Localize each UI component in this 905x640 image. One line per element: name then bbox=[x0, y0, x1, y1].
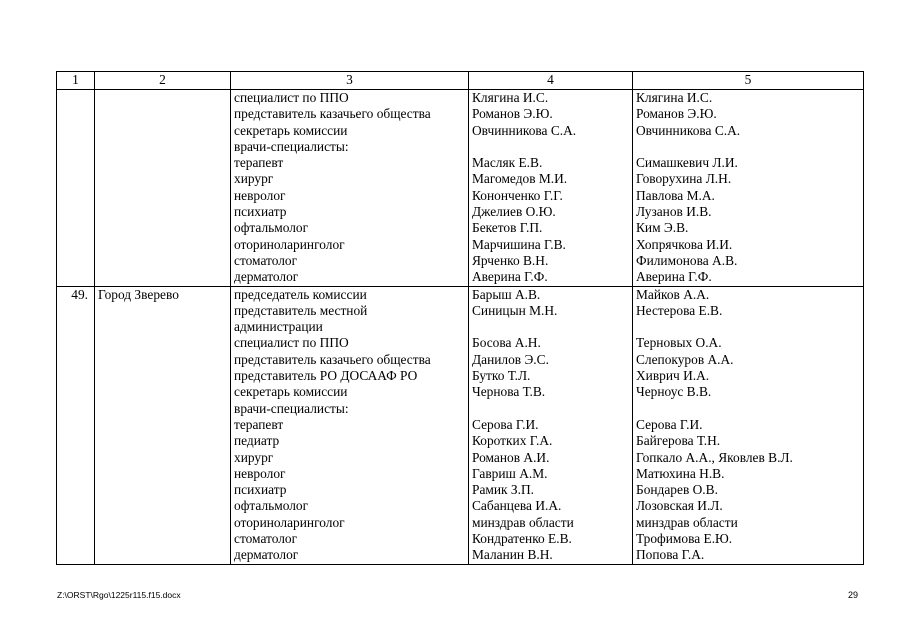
cell-line: Бекетов Г.П. bbox=[472, 220, 543, 236]
cell-line: Серова Г.И. bbox=[472, 416, 539, 432]
cell-line: минздрав области bbox=[636, 514, 738, 530]
cell-line: Коротких Г.А. bbox=[472, 433, 553, 449]
cell-line: Лузанов И.В. bbox=[636, 204, 712, 220]
cell-line: стоматолог bbox=[234, 531, 298, 547]
cell-line: Нестерова Е.В. bbox=[636, 302, 723, 318]
column-header: 1 bbox=[57, 72, 95, 90]
cell-line: представитель казачьего общества bbox=[234, 351, 431, 367]
table-row bbox=[57, 90, 864, 287]
cell-line: секретарь комиссии bbox=[234, 384, 348, 400]
cell-line: Сабанцева И.А. bbox=[472, 498, 562, 514]
cell-line: Терновых О.А. bbox=[636, 335, 722, 351]
cell-line bbox=[636, 319, 860, 335]
cell-line: минздрав области bbox=[472, 514, 574, 530]
cell-line: Кононченко Г.Г. bbox=[472, 187, 563, 203]
cell-line: Павлова М.А. bbox=[636, 187, 715, 203]
cell-line: Бондарев О.В. bbox=[636, 482, 718, 498]
cell-line: психиатр bbox=[234, 482, 287, 498]
cell-line: Слепокуров А.А. bbox=[636, 351, 734, 367]
cell-line: Клягина И.С. bbox=[636, 90, 713, 105]
page-number: 29 bbox=[848, 590, 859, 600]
main-members-cell bbox=[469, 286, 633, 564]
cell-line: Говорухина Л.Н. bbox=[636, 171, 732, 187]
column-header: 2 bbox=[95, 72, 231, 90]
cell-line: Джелиев О.Ю. bbox=[472, 204, 556, 220]
reserve-members-cell bbox=[633, 286, 864, 564]
cell-line: специалист по ППО bbox=[234, 90, 349, 105]
cell-line: Филимонова А.В. bbox=[636, 252, 738, 268]
row-number: 49. bbox=[57, 286, 95, 564]
cell-line: Масляк Е.В. bbox=[472, 155, 543, 171]
cell-line: Чернова Т.В. bbox=[472, 384, 546, 400]
commission-table bbox=[56, 71, 864, 565]
cell-line: Гопкало А.А., Яковлев В.Л. bbox=[636, 449, 793, 465]
cell-line: Кондратенко Е.В. bbox=[472, 531, 572, 547]
cell-line: представитель казачьего общества bbox=[234, 106, 431, 122]
cell-line: офтальмолог bbox=[234, 498, 309, 514]
cell-line: врачи-специалисты: bbox=[234, 138, 349, 154]
cell-line: Рамик З.П. bbox=[472, 482, 534, 498]
cell-line bbox=[636, 401, 860, 417]
cell-line: педиатр bbox=[234, 433, 280, 449]
cell-line: Бутко Т.Л. bbox=[472, 368, 531, 384]
cell-line bbox=[472, 401, 629, 417]
reserve-members-cell bbox=[633, 90, 864, 287]
cell-line: Романов Э.Ю. bbox=[472, 106, 553, 122]
cell-line: Трофимова Е.Ю. bbox=[636, 531, 733, 547]
cell-line: дерматолог bbox=[234, 269, 299, 285]
cell-line: хирург bbox=[234, 449, 274, 465]
cell-line: Матюхина Н.В. bbox=[636, 465, 725, 481]
cell-line bbox=[472, 139, 629, 155]
cell-line: Хопрячкова И.И. bbox=[636, 236, 733, 252]
cell-line: Серова Г.И. bbox=[636, 416, 703, 432]
cell-line: Марчишина Г.В. bbox=[472, 236, 566, 252]
footer-file-path: Z:\ORST\Rgo\1225r115.f15.docx bbox=[57, 590, 181, 600]
cell-line: Босова А.Н. bbox=[472, 335, 541, 351]
municipality-name bbox=[95, 90, 231, 287]
cell-line: хирург bbox=[234, 171, 274, 187]
cell-line: Романов А.И. bbox=[472, 449, 550, 465]
cell-line: Ярченко В.Н. bbox=[472, 252, 549, 268]
column-header: 4 bbox=[469, 72, 633, 90]
cell-line: председатель комиссии bbox=[234, 286, 367, 302]
cell-line: Овчинникова С.А. bbox=[636, 122, 741, 138]
table-header-row bbox=[57, 72, 864, 90]
main-members-cell bbox=[469, 90, 633, 287]
cell-line: Синицын М.Н. bbox=[472, 302, 558, 318]
cell-line: Лозовская И.Л. bbox=[636, 498, 723, 514]
cell-line: стоматолог bbox=[234, 252, 298, 268]
cell-line: офтальмолог bbox=[234, 220, 309, 236]
cell-line: специалист по ППО bbox=[234, 335, 349, 351]
cell-line: врачи-специалисты: bbox=[234, 400, 349, 416]
cell-line: представитель местной bbox=[234, 302, 368, 318]
cell-line bbox=[636, 139, 860, 155]
cell-line: администрации bbox=[234, 319, 323, 335]
cell-line: Симашкевич Л.И. bbox=[636, 155, 738, 171]
cell-line: Попова Г.А. bbox=[636, 547, 705, 563]
cell-line: Клягина И.С. bbox=[472, 90, 549, 105]
cell-line: Ким Э.В. bbox=[636, 220, 689, 236]
cell-line: Гавриш А.М. bbox=[472, 465, 548, 481]
cell-line: Хиврич И.А. bbox=[636, 368, 710, 384]
row-number bbox=[57, 90, 95, 287]
cell-line: невролог bbox=[234, 465, 286, 481]
cell-line: Байгерова Т.Н. bbox=[636, 433, 721, 449]
cell-line: Черноус В.В. bbox=[636, 384, 712, 400]
cell-line: терапевт bbox=[234, 416, 284, 432]
cell-line: Маланин В.Н. bbox=[472, 547, 553, 563]
cell-line: оториноларинголог bbox=[234, 236, 345, 252]
cell-line: секретарь комиссии bbox=[234, 122, 348, 138]
cell-line: невролог bbox=[234, 187, 286, 203]
cell-line: Майков А.А. bbox=[636, 286, 710, 302]
cell-line: Аверина Г.Ф. bbox=[472, 269, 548, 285]
cell-line: Барыш А.В. bbox=[472, 286, 541, 302]
cell-line: психиатр bbox=[234, 204, 287, 220]
cell-line: Романов Э.Ю. bbox=[636, 106, 717, 122]
roles-cell bbox=[231, 286, 469, 564]
column-header: 5 bbox=[633, 72, 864, 90]
cell-line: представитель РО ДОСААФ РО bbox=[234, 368, 418, 384]
roles-cell bbox=[231, 90, 469, 287]
cell-line: дерматолог bbox=[234, 547, 299, 563]
municipality-name: Город Зверево bbox=[95, 286, 231, 564]
cell-line: Овчинникова С.А. bbox=[472, 122, 577, 138]
table-row bbox=[57, 286, 864, 564]
cell-line: Аверина Г.Ф. bbox=[636, 269, 712, 285]
cell-line: оториноларинголог bbox=[234, 514, 345, 530]
cell-line bbox=[472, 319, 629, 335]
column-header: 3 bbox=[231, 72, 469, 90]
cell-line: Магомедов М.И. bbox=[472, 171, 568, 187]
cell-line: Данилов Э.С. bbox=[472, 351, 549, 367]
cell-line: терапевт bbox=[234, 155, 284, 171]
